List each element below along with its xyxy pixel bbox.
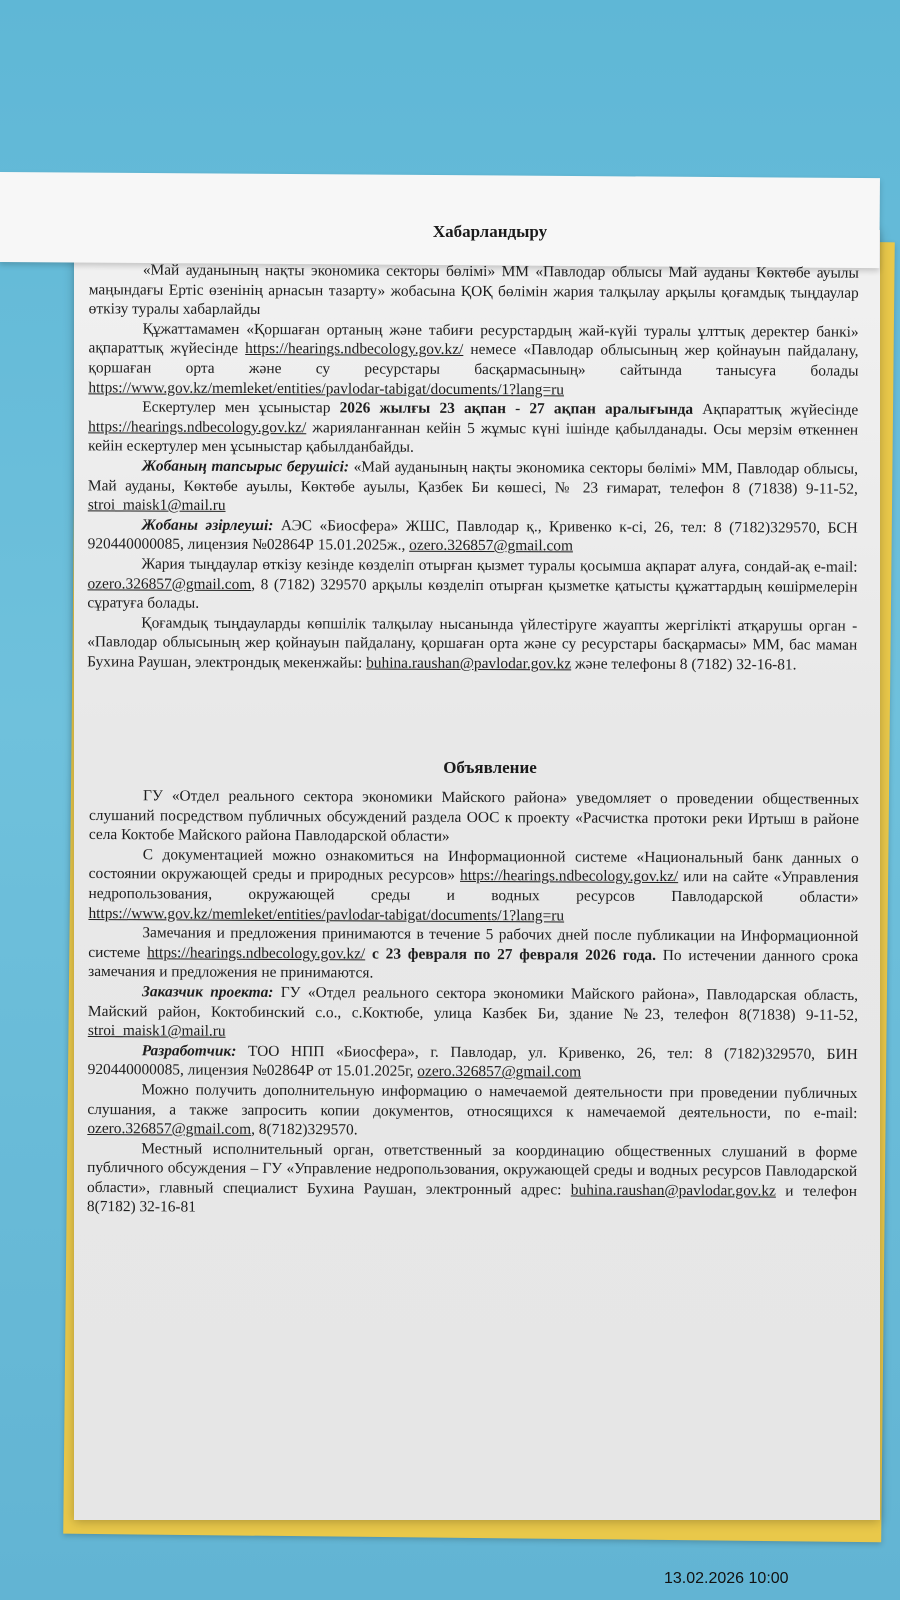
ru-hearings-link: https://hearings.ndbecology.gov.kz/ bbox=[460, 867, 679, 886]
kz-developer-email: ozero.326857@gmail.com bbox=[409, 537, 574, 555]
kz-intro-paragraph: «Май ауданының нақты экономика секторы бөлімі» ММ «Павлодар облысы Май ауданы Көктөбе ауылы маңындағы Ертіс өзенінің арнасын тазарту» жобасына ҚОҚ бөлімін жария талқылау арқылы қоғамдық тыңдаулар өткізу туралы хабарлайды bbox=[88, 261, 859, 319]
kz-remarks-paragraph: Ескертулер мен ұсыныстар 2026 жылғы 23 ақпан - 27 ақпан аралығында Ақпараттық жүйесінде https://hearings.ndbecology.gov.kz/ жарияланғаннан кейін 5 жұмыс күні ішінде қабылданады. Осы мерзім өткеннен кейін ескертулер мен ұсыныстар қабылданбайды. bbox=[88, 398, 859, 457]
kz-hearings-link: https://hearings.ndbecology.gov.kz/ bbox=[245, 340, 464, 359]
ru-developer-email: ozero.326857@gmail.com bbox=[417, 1063, 582, 1081]
russian-announcement bbox=[87, 786, 859, 1221]
ru-intro-paragraph: ГУ «Отдел реального сектора экономики Майского района» уведомляет о проведении общественных слушаний посредством публичных обсуждений раздела ООС к проекту «Расчистка протоки реки Иртыш в районе села Коктобе Майского района Павлодарской области» bbox=[88, 787, 860, 846]
kz-authority-paragraph: Қоғамдық тыңдауларды көпшілік талқылау нысанында үйлестіруге жауапты жергілікті атқарушы орган - «Павлодар облысының жер қойнауын пайдалану, қоршаған орта және су ресурстары басқармасы» ММ, бас маман Бухина Раушан, электрондық мекенжайы: buhina.raushan@pavlodar.gov.kz және телефоны 8 (7182) 32-16-81. bbox=[87, 614, 858, 674]
kz-gov-link: https://www.gov.kz/memleket/entities/pavlodar-tabigat/documents/1?lang=ru bbox=[88, 378, 565, 398]
ru-customer-paragraph: Заказчик проекта: ГУ «Отдел реального сектора экономики Майского района», Павлодарская область, Майский район, Коктобинский с.о., с.Коктюбе, улица Казбек Би, здание №23, телефон 8(71838) 9-11-52, stroi_maisk1@mail.ru bbox=[87, 983, 859, 1040]
kz-hearings-link-2: https://hearings.ndbecology.gov.kz/ bbox=[88, 418, 307, 437]
ru-gov-link: https://www.gov.kz/memleket/entities/pavlodar-tabigat/documents/1?lang=ru bbox=[88, 904, 565, 925]
ru-hearings-link-2: https://hearings.ndbecology.gov.kz/ bbox=[147, 944, 366, 963]
paper-top-strip bbox=[0, 172, 880, 268]
ru-authority-paragraph: Местный исполнительный орган, ответственный за координацию общественных слушаний в форме публичного обсуждения – ГУ «Управление недропользования, окружающей среды и водных ресурсов Павлодарской области», главный специалист Бухина Раушан, электронный адрес: buhina.raushan@pavlodar.gov.kz и телефон 8(7182) 32-16-81 bbox=[86, 1139, 858, 1217]
photo-timestamp: 13.02.2026 10:00 bbox=[664, 1570, 789, 1587]
kz-developer-paragraph: Жобаны әзірлеуші: АЭС «Биосфера» ЖШС, Павлодар қ., Кривенко к-сі, 26, тел: 8 (7182)329570, БСН 920440000085, лицензия №02864Р 15.01.2025ж., ozero.326857@gmail.com bbox=[87, 516, 858, 555]
kz-documents-paragraph: Құжаттамамен «Қоршаған ортаның және табиғи ресурстардың жай-күйі туралы ұлттық деректер банкі» ақпараттық жүйесінде https://hearings.ndbecology.gov.kz/ немесе «Павлодар облысының жер қойнауын пайдалану, қоршаған орта және су ресурстары басқармасының» сайтында танысуға болады https://www.gov.kz/memleket/entities/pavlodar-tabigat/documents/1?lang=ru bbox=[88, 320, 859, 398]
russian-heading: Объявление bbox=[443, 758, 537, 777]
kz-customer-paragraph: Жобаның тапсырыс берушісі: «Май ауданының нақты экономика секторы бөлімі» ММ, Павлодар облысы, Май ауданы, Көктөбе ауылы, Көктөбе ауылы, Қазбек Би көшесі, № 23 ғимарат, телефон 8 (71838) 9-11-52, stroi_maisk1@mail.ru bbox=[87, 457, 859, 515]
kz-info-paragraph: Жария тыңдаулар өткізу кезінде көзделіп отырған қызмет туралы қосымша ақпарат алуға, сондай-ақ e-mail: ozero.326857@gmail.com, 8 (7182) 329570 арқылы көзделіп отырған қызметке қатысты құжаттардың көшірмелерін сұратуға болады. bbox=[87, 555, 858, 612]
ru-info-paragraph: Можно получить дополнительную информацию о намечаемой деятельности при проведении публичных слушания, а также запросить копии документов, относящихся к намечаемой деятельности, по e-mail: ozero.326857@gmail.com, 8(7182)329570. bbox=[87, 1081, 858, 1139]
ru-documents-paragraph: С документацией можно ознакомиться на Информационной системе «Национальный банк данных о состоянии окружающей среды и природных ресурсов» https://hearings.ndbecology.gov.kz/ или на сайте «Управления недропользования, окружающей среды и водных ресурсов Павлодарской области» https://www.gov.kz/memleket/entities/pavlodar-tabigat/documents/1?lang=ru bbox=[88, 846, 859, 925]
kz-info-email: ozero.326857@gmail.com bbox=[87, 574, 252, 593]
ru-developer-paragraph: Разработчик: ТОО НПП «Биосфера», г. Павлодар, ул. Кривенко, 26, тел: 8 (7182)329570, БИН 920440000085, лицензия №02864Р от 15.01.2025г, ozero.326857@gmail.com bbox=[87, 1041, 858, 1081]
kz-authority-email: buhina.raushan@pavlodar.gov.kz bbox=[366, 654, 572, 673]
ru-customer-email: stroi_maisk1@mail.ru bbox=[87, 1022, 226, 1040]
kazakh-announcement bbox=[87, 260, 859, 675]
kz-customer-email: stroi_maisk1@mail.ru bbox=[87, 496, 226, 515]
ru-authority-email: buhina.raushan@pavlodar.gov.kz bbox=[570, 1181, 776, 1200]
ru-info-email: ozero.326857@gmail.com bbox=[87, 1120, 252, 1138]
kazakh-heading: Хабарландыру bbox=[432, 222, 548, 241]
ru-remarks-paragraph: Замечания и предложения принимаются в течение 5 рабочих дней после публикации на Информационной системе https://hearings.ndbecology.gov.kz/ с 23 февраля по 27 февраля 2026 года. По истечении данного срока замечания и предложения не принимаются. bbox=[88, 924, 859, 982]
